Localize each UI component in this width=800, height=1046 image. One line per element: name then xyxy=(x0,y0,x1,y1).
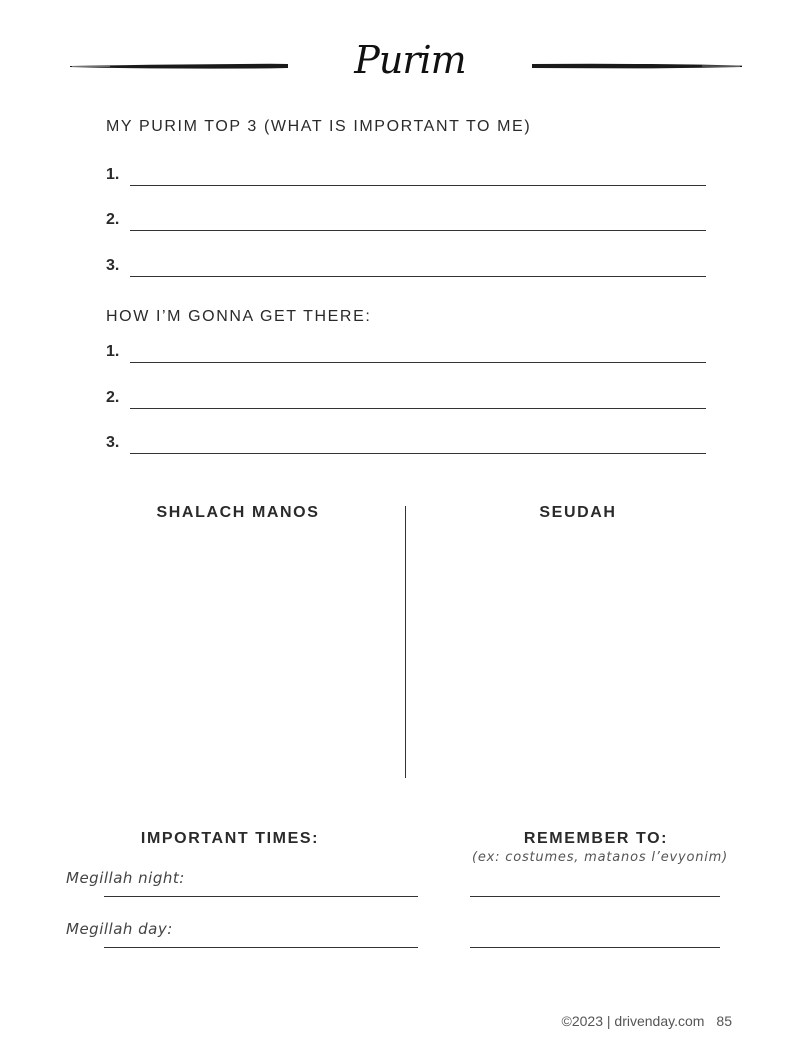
plan-item-1[interactable] xyxy=(106,343,706,363)
remember-line-1[interactable] xyxy=(470,896,720,897)
item-number: 1. xyxy=(106,343,120,360)
write-in-line[interactable] xyxy=(130,362,706,363)
seudah-heading: SEUDAH xyxy=(539,504,617,521)
copyright-text: ©2023 | drivenday.com xyxy=(561,1013,705,1029)
page-title: Purim xyxy=(354,38,466,82)
top3-item-3[interactable] xyxy=(106,257,706,277)
plan-heading: HOW I’M GONNA GET THERE: xyxy=(106,308,372,325)
write-in-line[interactable] xyxy=(130,453,706,454)
important-times-heading: IMPORTANT TIMES: xyxy=(140,830,320,847)
remember-line-2[interactable] xyxy=(470,947,720,948)
write-in-line[interactable] xyxy=(130,185,706,186)
column-divider xyxy=(405,506,406,778)
brush-stroke-right-decoration xyxy=(532,60,742,72)
write-in-line[interactable] xyxy=(130,230,706,231)
megillah-day-line[interactable] xyxy=(104,947,418,948)
top3-item-2[interactable] xyxy=(106,211,706,231)
write-in-line[interactable] xyxy=(130,276,706,277)
megillah-night-label: Megillah night: xyxy=(66,869,185,887)
remember-example: (ex: costumes, matanos l’evyonim) xyxy=(471,850,729,865)
top3-heading: MY PURIM TOP 3 (WHAT IS IMPORTANT TO ME) xyxy=(106,118,532,135)
plan-item-2[interactable] xyxy=(106,389,706,409)
brush-stroke-left-decoration xyxy=(70,60,288,72)
remember-heading: REMEMBER TO: xyxy=(523,830,669,847)
shalach-manos-heading: SHALACH MANOS xyxy=(156,504,320,521)
page-footer xyxy=(562,1013,732,1029)
item-number: 2. xyxy=(106,389,120,406)
megillah-night-line[interactable] xyxy=(104,896,418,897)
write-in-line[interactable] xyxy=(130,408,706,409)
item-number: 3. xyxy=(106,434,120,451)
page-number: 85 xyxy=(716,1013,732,1029)
plan-item-3[interactable] xyxy=(106,434,706,454)
top3-item-1[interactable] xyxy=(106,166,706,186)
megillah-day-label: Megillah day: xyxy=(66,920,173,938)
item-number: 3. xyxy=(106,257,120,274)
item-number: 2. xyxy=(106,211,120,228)
item-number: 1. xyxy=(106,166,120,183)
